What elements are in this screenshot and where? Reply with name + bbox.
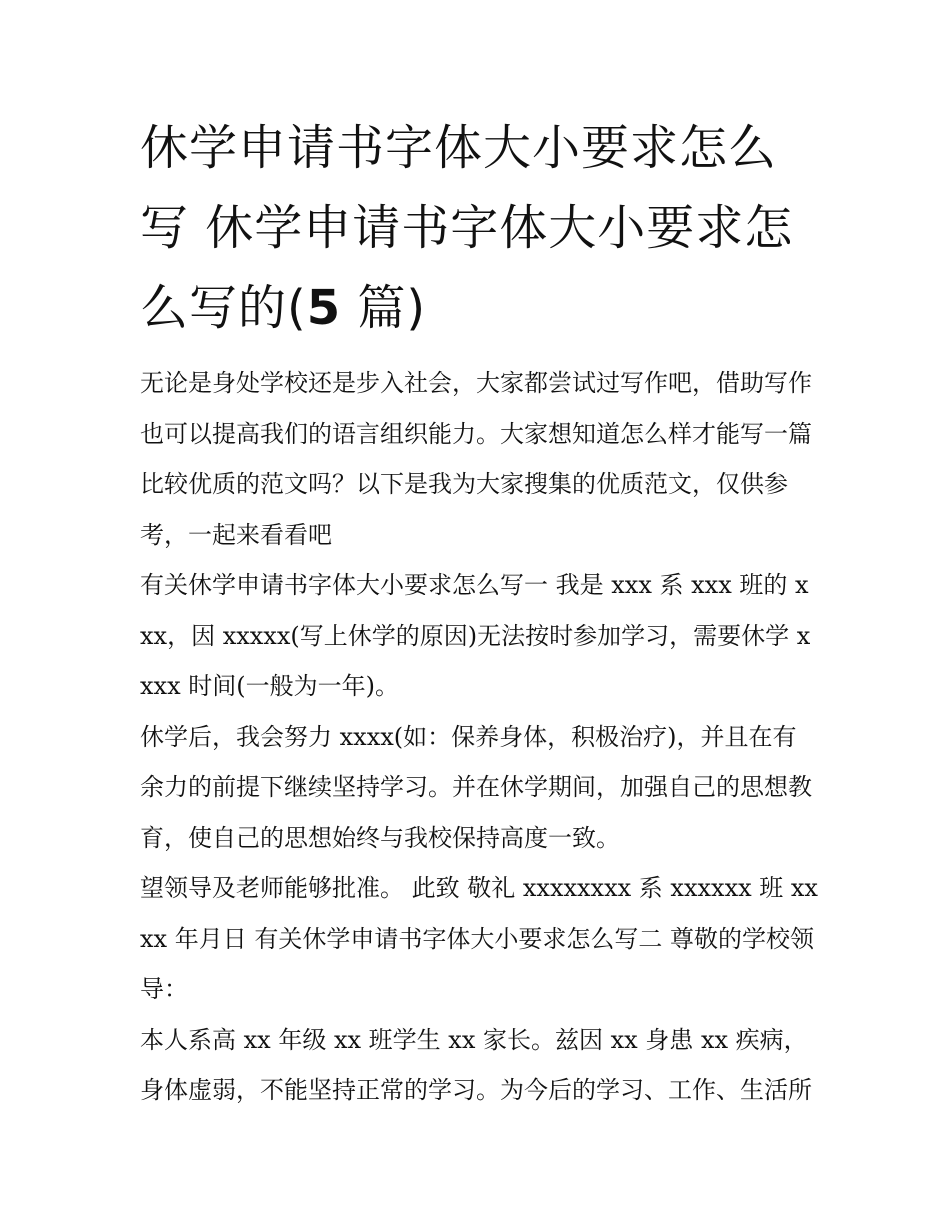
- paragraph-2: 休学后，我会努力 xxxx(如：保养身体，积极治疗)，并且在有余力的前提下继续坚持学习。并在休学期间，加强自己的思想教育，使自己的思想始终与我校保持高度一致。: [140, 722, 812, 852]
- paragraph-3: 望领导及老师能够批准。 此致 敬礼 xxxxxxxx 系 xxxxxx 班 xxxx 年月日 有关休学申请书字体大小要求怎么写二 尊敬的学校领导：: [140, 874, 818, 1003]
- document-page: [140, 108, 820, 1116]
- title-text: 休学申请书字体大小要求怎么写 休学申请书字体大小要求怎么写的(: [140, 120, 794, 336]
- document-title: [140, 108, 820, 348]
- title-count: 5: [306, 280, 342, 336]
- paragraph-1: 有关休学申请书字体大小要求怎么写一 我是 xxx 系 xxx 班的 xxx，因 xxxxx(写上休学的原因)无法按时参加学习，需要休学 xxxx 时间(一般为一年)。: [140, 571, 811, 700]
- paragraph-4: 本人系高 xx 年级 xx 班学生 xx 家长。兹因 xx 身患 xx 疾病，身体虚弱，不能坚持正常的学习。为今后的学习、工作、生活所: [140, 1025, 812, 1104]
- paragraph-intro: 无论是身处学校还是步入社会，大家都尝试过写作吧，借助写作也可以提高我们的语言组织能力。大家想知道怎么样才能写一篇比较优质的范文吗？以下是我为大家搜集的优质范文，仅供参考，一起来看看吧: [140, 369, 812, 549]
- title-suffix: 篇): [341, 280, 427, 336]
